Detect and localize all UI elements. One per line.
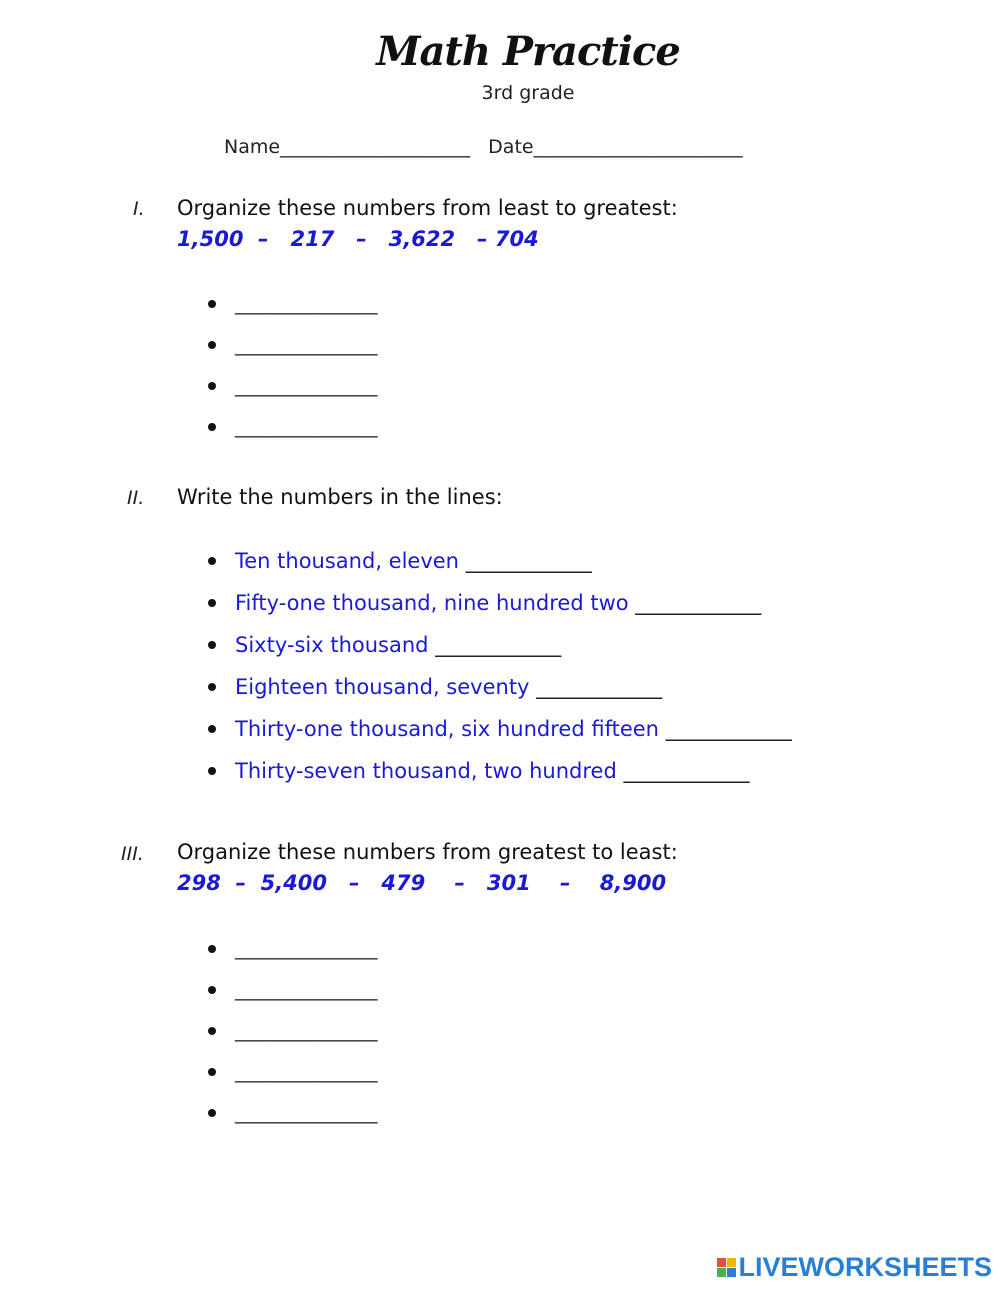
- answer-line[interactable]: _______________: [235, 1020, 378, 1042]
- answer-line[interactable]: _______________: [235, 979, 378, 1001]
- answer-line[interactable]: ____________: [635, 591, 762, 615]
- answer-line[interactable]: _______________: [235, 1061, 378, 1083]
- answer-line[interactable]: _______________: [235, 1102, 378, 1124]
- section-2-item-list: [205, 547, 792, 799]
- section-3-numeral: III.: [121, 843, 144, 865]
- item-text: Ten thousand, eleven: [235, 549, 459, 573]
- list-item: [205, 757, 792, 799]
- answer-line[interactable]: _______________: [235, 334, 378, 356]
- section-3-heading: Organize these numbers from greatest to least:: [177, 840, 678, 864]
- answer-blank[interactable]: [205, 1017, 378, 1058]
- answer-line[interactable]: ____________: [665, 717, 792, 741]
- page-title: Math Practice: [376, 28, 680, 75]
- answer-blank[interactable]: [205, 290, 378, 331]
- item-text: Eighteen thousand, seventy: [235, 675, 530, 699]
- answer-blank[interactable]: [205, 413, 378, 454]
- answer-blank[interactable]: [205, 976, 378, 1017]
- item-text: Fifty-one thousand, nine hundred two: [235, 591, 629, 615]
- answer-blank[interactable]: [205, 1058, 378, 1099]
- answer-line[interactable]: _______________: [235, 293, 378, 315]
- list-item: [205, 589, 792, 631]
- logo-square: [717, 1268, 726, 1277]
- answer-blank[interactable]: [205, 331, 378, 372]
- answer-blank[interactable]: [205, 372, 378, 413]
- answer-line[interactable]: _______________: [235, 375, 378, 397]
- logo-square: [727, 1258, 736, 1267]
- liveworksheets-logo[interactable]: [717, 1252, 992, 1283]
- name-date-line[interactable]: Name____________________ Date______________________: [224, 136, 743, 158]
- item-text: Sixty-six thousand: [235, 633, 429, 657]
- answer-line[interactable]: ____________: [536, 675, 663, 699]
- section-3-numbers: 298 – 5,400 – 479 – 301 – 8,900: [177, 871, 667, 895]
- page-subtitle: 3rd grade: [481, 82, 575, 104]
- answer-line[interactable]: _______________: [235, 416, 378, 438]
- answer-line[interactable]: ____________: [435, 633, 562, 657]
- list-item: [205, 715, 792, 757]
- logo-square: [717, 1258, 726, 1267]
- section-3-answer-list: [205, 935, 378, 1140]
- answer-line[interactable]: ____________: [465, 549, 592, 573]
- list-item: [205, 631, 792, 673]
- answer-blank[interactable]: [205, 1099, 378, 1140]
- list-item: [205, 547, 792, 589]
- section-1-numeral: I.: [133, 198, 145, 220]
- logo-text: LIVEWORKSHEETS: [738, 1252, 992, 1282]
- list-item: [205, 673, 792, 715]
- liveworksheets-logo-icon: [717, 1258, 736, 1277]
- item-text: Thirty-seven thousand, two hundred: [235, 759, 617, 783]
- answer-line[interactable]: ____________: [623, 759, 750, 783]
- item-text: Thirty-one thousand, six hundred fifteen: [235, 717, 659, 741]
- section-1-numbers: 1,500 – 217 – 3,622 – 704: [177, 227, 539, 251]
- logo-square: [727, 1268, 736, 1277]
- section-2-heading: Write the numbers in the lines:: [177, 485, 503, 509]
- section-1-answer-list: [205, 290, 378, 454]
- section-2-numeral: II.: [127, 487, 145, 509]
- answer-line[interactable]: _______________: [235, 938, 378, 960]
- answer-blank[interactable]: [205, 935, 378, 976]
- section-1-heading: Organize these numbers from least to greatest:: [177, 196, 678, 220]
